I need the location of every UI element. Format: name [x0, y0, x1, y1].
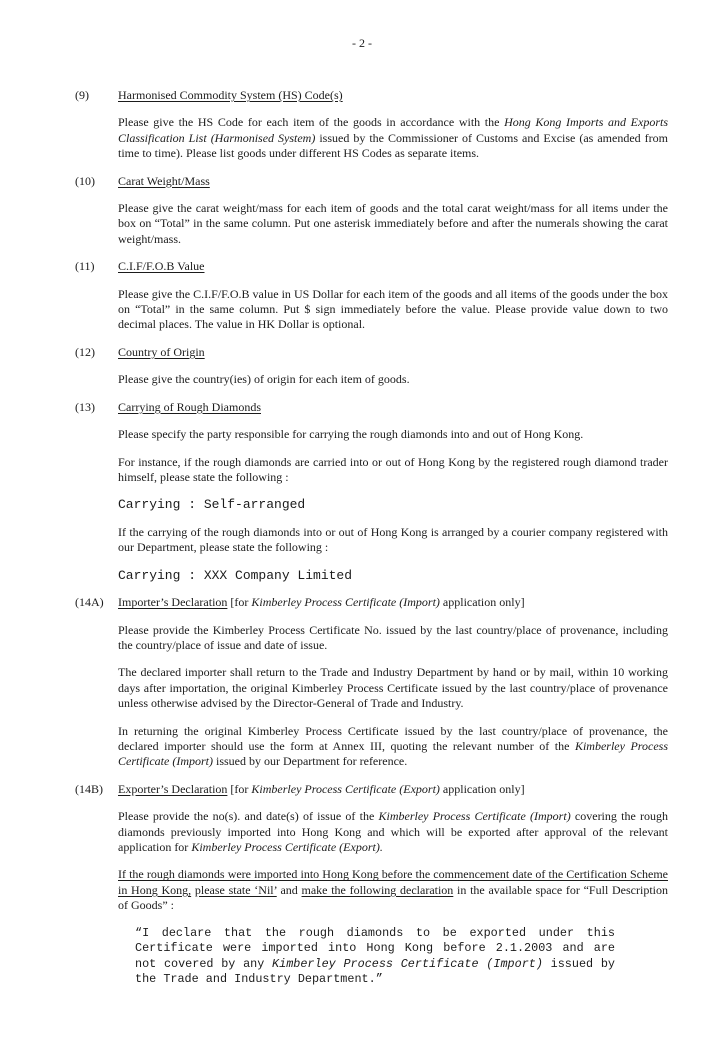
- document-body: [75, 88, 668, 988]
- text-run: covering the rough diamonds previously imported into Hong Kong and which will be exported after approval of the relevant application for: [118, 809, 668, 854]
- quote-line: [135, 957, 615, 973]
- text-run: Carrying of Rough Diamonds: [118, 399, 261, 414]
- section-heading: [118, 88, 668, 103]
- text-run: Please give the HS Code for each item of the goods in accordance with the: [118, 115, 505, 130]
- section-content: [118, 595, 668, 770]
- text-run: Kimberley Process Certificate (Import): [118, 738, 668, 769]
- section-heading: [118, 595, 668, 610]
- quote-line: [135, 972, 615, 988]
- section-heading: [118, 782, 668, 797]
- quote-line: [135, 941, 615, 957]
- section-content: [118, 259, 668, 333]
- text-run: Kimberley Process Certificate (Import): [378, 809, 571, 824]
- text-run: Please provide the Kimberley Process Certificate No. issued by the last country/place of provenance, including the country/place of issue and date of issue.: [118, 622, 668, 652]
- text-run: The declared importer shall return to the Trade and Industry Department by hand or by mail, within 10 working days after importation, the original Kimberley Process Certificate issued by the last country/place of provenance unless otherwise advised by the Director-General of Trade and Industry.: [118, 665, 668, 711]
- paragraph: [118, 525, 668, 556]
- paragraph: [118, 724, 668, 770]
- section-14a: [75, 595, 668, 770]
- text-run: application only]: [439, 781, 525, 796]
- text-run: issued by: [542, 956, 615, 971]
- text-run: Carrying : Self-arranged: [118, 497, 306, 513]
- page-number: - 2 -: [352, 36, 372, 50]
- paragraph: [118, 867, 668, 913]
- text-run: issued by our Department for reference.: [212, 754, 408, 769]
- text-run: [for: [227, 595, 252, 610]
- text-run: Exporter’s Declaration: [118, 781, 228, 796]
- text-run: application only]: [439, 595, 525, 610]
- paragraph: [118, 623, 668, 654]
- text-run: Carrying : XXX Company Limited: [118, 567, 353, 583]
- text-run: Kimberley Process Certificate (Export).: [191, 840, 383, 854]
- text-run: make the following declaration: [301, 882, 454, 897]
- text-run: issued by the Commissioner of Customs and Excise (as amended from time to time). Please list goods under different HS Codes as separate items.: [118, 130, 668, 161]
- document-page: [0, 36, 724, 988]
- section-heading: [118, 345, 668, 360]
- text-run: C.I.F/F.O.B Value: [118, 259, 205, 274]
- text-run: Harmonised Commodity System (HS) Code(s): [118, 88, 343, 102]
- text-run: “I declare that the rough diamonds to be exported under this: [135, 925, 615, 940]
- section-number: (11): [75, 259, 95, 274]
- section-10: [75, 174, 668, 248]
- text-run: In returning the original Kimberley Process Certificate issued by the last country/place of provenance, the declared importer should use the form at Annex III, quoting the relevant number of the: [118, 723, 668, 753]
- paragraph: [118, 287, 668, 333]
- text-run: Kimberley Process Certificate (Import): [251, 595, 440, 610]
- code-line: [118, 497, 668, 513]
- section-number: (10): [75, 173, 95, 188]
- text-run: Please provide the no(s). and date(s) of issue of the: [118, 809, 379, 824]
- section-heading: [118, 174, 668, 189]
- text-run: If the rough diamonds were imported into Hong Kong before the commencement date of the Certification Scheme in Hong Kong,: [118, 867, 668, 897]
- text-run: Importer’s Declaration: [118, 595, 228, 610]
- section-heading: [118, 400, 668, 415]
- section-content: [118, 400, 668, 583]
- section-13: [75, 400, 668, 583]
- text-run: If the carrying of the rough diamonds into or out of Hong Kong is arranged by a courier company registered with our Department, please state the following :: [118, 524, 668, 555]
- section-9: [75, 88, 668, 162]
- section-heading: [118, 259, 668, 274]
- section-number: (13): [75, 399, 95, 414]
- declaration-quote: [135, 926, 615, 988]
- paragraph: [118, 455, 668, 486]
- text-run: Hong Kong Imports and Exports Classification List (Harmonised System): [118, 115, 668, 145]
- section-number: (9): [75, 88, 89, 102]
- text-run: Carat Weight/Mass: [118, 173, 210, 188]
- text-run: not covered by any: [135, 956, 273, 971]
- text-run: Please give the carat weight/mass for each item of goods and the total carat weight/mass for all items under the box on “Total” in the same column. Put one asterisk immediately before and after the numerals showing the carat weight/mass.: [118, 201, 668, 246]
- text-run: Kimberley Process Certificate (Import): [272, 956, 543, 971]
- section-number: (14B): [75, 781, 103, 796]
- paragraph: [118, 201, 668, 247]
- text-run: [for: [227, 781, 252, 796]
- section-number: (12): [75, 344, 95, 359]
- section-content: [118, 88, 668, 162]
- text-run: Kimberley Process Certificate (Export): [251, 781, 440, 796]
- paragraph: [118, 809, 668, 855]
- section-content: [118, 345, 668, 388]
- text-run: Certificate were imported into Hong Kong before 2.1.2003 and are: [135, 941, 615, 956]
- code-line: [118, 568, 668, 584]
- paragraph: [118, 115, 668, 161]
- section-content: [118, 782, 668, 988]
- text-run: please state ‘Nil’: [194, 882, 277, 897]
- text-run: For instance, if the rough diamonds are carried into or out of Hong Kong by the registered rough diamond trader himself, please state the following :: [118, 454, 668, 484]
- text-run: and: [276, 882, 302, 897]
- section-number: (14A): [75, 595, 104, 610]
- section-content: [118, 174, 668, 248]
- text-run: in the available space for “Full Description of Goods” :: [118, 882, 668, 913]
- paragraph: [118, 427, 668, 442]
- text-run: Country of Origin: [118, 344, 205, 359]
- paragraph: [118, 665, 668, 711]
- section-14b: [75, 782, 668, 988]
- text-run: Please give the country(ies) of origin for each item of goods.: [118, 372, 410, 387]
- quote-line: [135, 926, 615, 942]
- paragraph: [118, 372, 668, 387]
- text-run: Please give the C.I.F/F.O.B value in US Dollar for each item of the goods and all items of the goods under the box on “Total” in the same column. Put $ sign immediately before the value. Please provide value down to two decimal places. The value in HK Dollar is optional.: [118, 286, 668, 332]
- text-run: the Trade and Industry Department.”: [135, 972, 383, 987]
- text-run: Please specify the party responsible for carrying the rough diamonds into and out of Hong Kong.: [118, 427, 584, 442]
- section-11: [75, 259, 668, 333]
- section-12: [75, 345, 668, 388]
